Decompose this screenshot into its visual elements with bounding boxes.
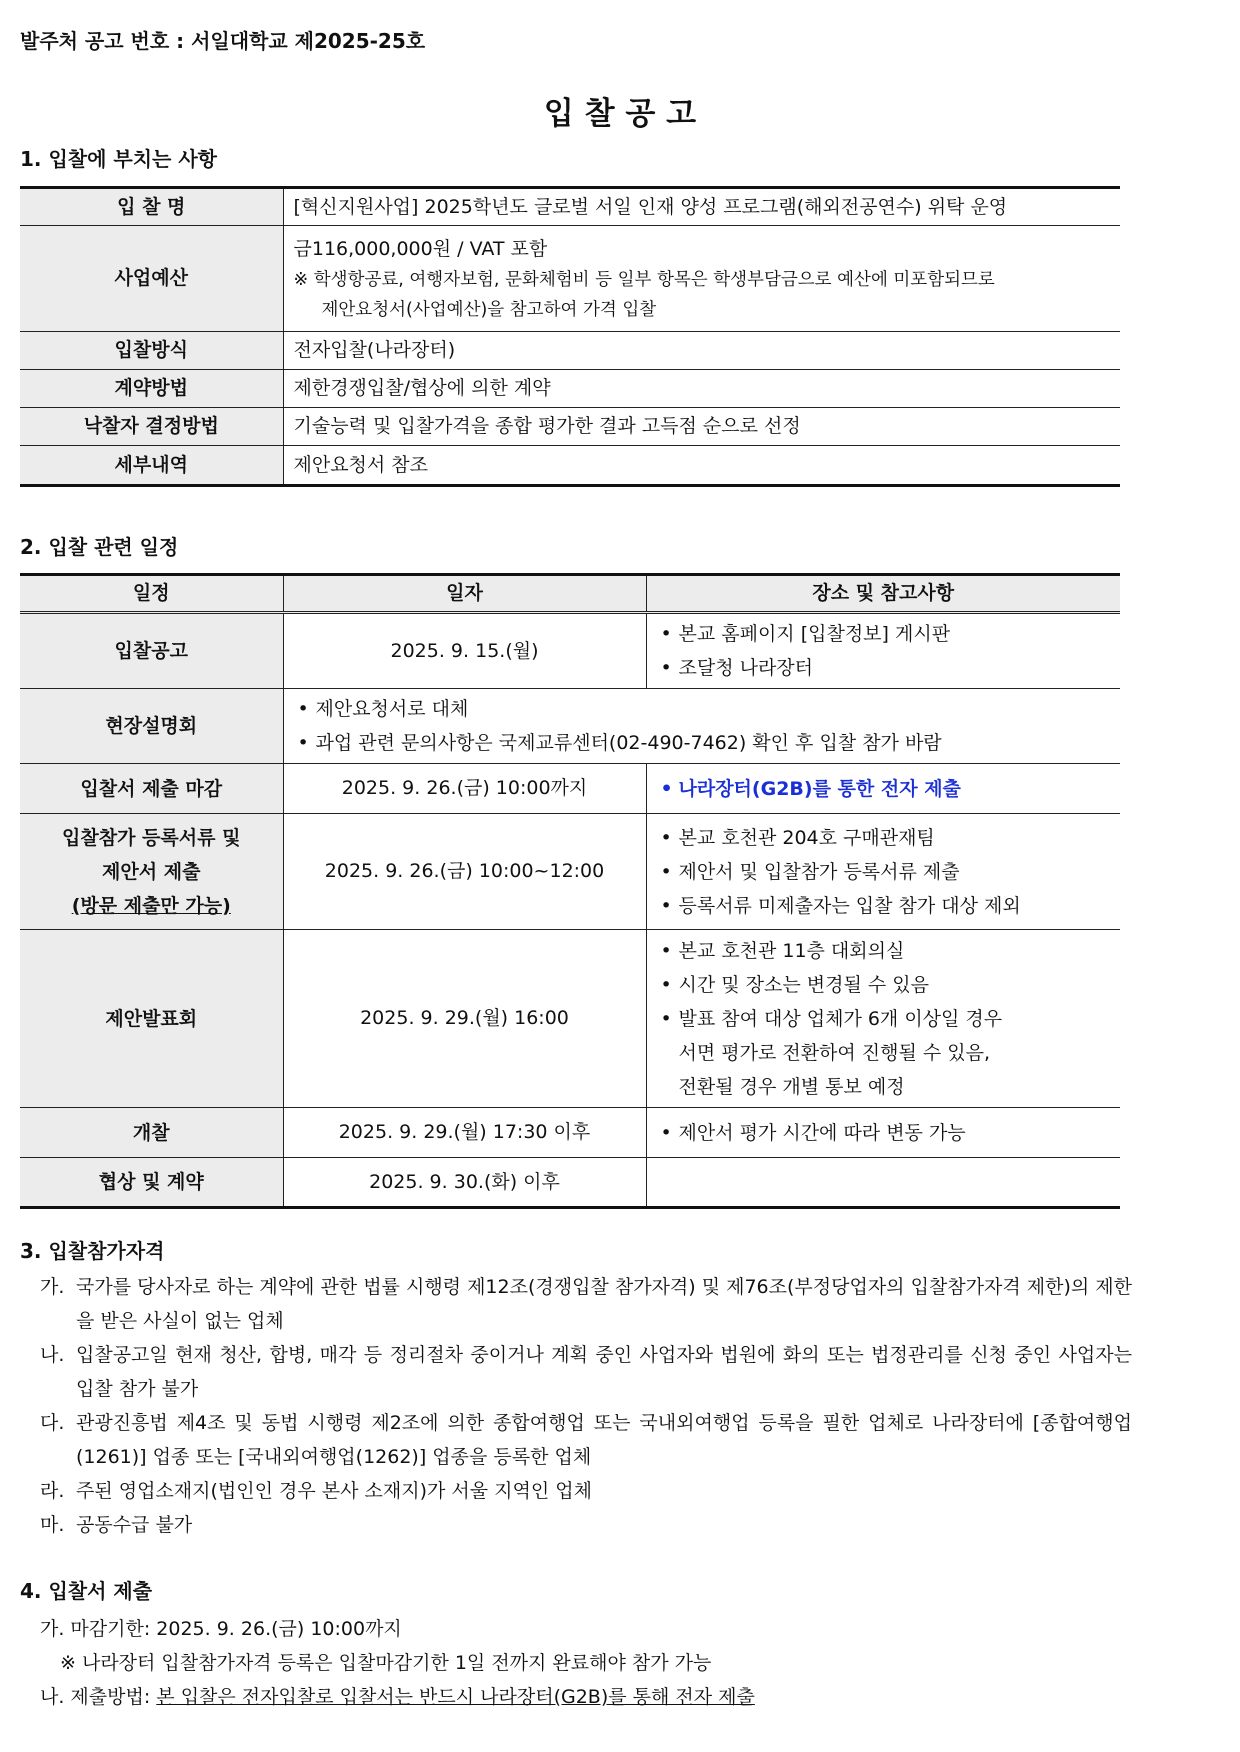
- schedule-notes: [283, 689, 1120, 764]
- list-text: 주된 영업소재지(법인인 경우 본사 소재지)가 서울 지역인 업체: [76, 1480, 592, 1502]
- list-item-line: • 발표 참여 대상 업체가 6개 이상일 경우: [678, 1007, 1003, 1030]
- list-item: • 조달청 나라장터: [657, 651, 1111, 685]
- list-text: 관광진흥법 제4조 및 동법 시행령 제2조에 의한 종합여행업 또는 국내외여행업 등록을 필한 업체로 나라장터에 [종합여행업(1261)] 업종 또는 [국내외여행업(1262)] 업종을 등록한 업체: [76, 1412, 1132, 1468]
- schedule-label: 현장설명회: [20, 689, 283, 764]
- schedule-notes: [646, 764, 1120, 814]
- schedule-date: 2025. 9. 29.(월) 17:30 이후: [283, 1108, 646, 1158]
- schedule-date: 2025. 9. 30.(화) 이후: [283, 1158, 646, 1208]
- row-value: [283, 226, 1120, 332]
- list-item: [40, 1338, 1132, 1406]
- list-item: • 제안서 평가 시간에 따라 변동 가능: [657, 1116, 1111, 1150]
- section-1-heading: 1. 입찰에 부치는 사항: [20, 147, 217, 171]
- list-item-line: 서면 평가로 전환하여 진행될 수 있음,: [678, 1041, 991, 1064]
- table-row: [20, 188, 1120, 226]
- row-value: [혁신지원사업] 2025학년도 글로벌 서일 인재 양성 프로그램(해외전공연수) 위탁 운영: [283, 188, 1120, 226]
- table-row: [20, 226, 1120, 332]
- list-item: [40, 1508, 1132, 1542]
- list-text: 입찰공고일 현재 청산, 합병, 매각 등 정리절차 중이거나 계획 중인 사업자와 법원에 화의 또는 법정관리를 신청 중인 사업자는 입찰 참가 불가: [76, 1344, 1132, 1400]
- list-item-line: 전환될 경우 개별 통보 예정: [678, 1075, 905, 1098]
- list-text: 공동수급 불가: [76, 1514, 193, 1536]
- column-header: 일자: [283, 575, 646, 613]
- schedule-label-line: 입찰참가 등록서류 및: [62, 826, 241, 849]
- row-value: 제한경쟁입찰/협상에 의한 계약: [283, 370, 1120, 408]
- list-item: • 제안서 및 입찰참가 등록서류 제출: [657, 855, 1111, 889]
- eligibility-list: [40, 1270, 1132, 1542]
- row-label: 낙찰자 결정방법: [20, 408, 283, 446]
- table-row: [20, 814, 1120, 930]
- list-marker: 나.: [40, 1344, 65, 1366]
- row-label: 세부내역: [20, 446, 283, 486]
- section-3-heading: 3. 입찰참가자격: [20, 1239, 165, 1263]
- list-marker: 마.: [40, 1514, 65, 1536]
- schedule-notes: [646, 814, 1120, 930]
- budget-note-line-2: 제안요청서(사업예산)을 참고하여 가격 입찰: [321, 299, 657, 320]
- schedule-label: 개찰: [20, 1108, 283, 1158]
- table-row: [20, 764, 1120, 814]
- table-row: [20, 446, 1120, 486]
- page-title: 입 찰 공 고: [543, 96, 697, 132]
- schedule-label: 입찰공고: [20, 613, 283, 689]
- schedule-label: 협상 및 계약: [20, 1158, 283, 1208]
- list-item: [40, 1270, 1132, 1338]
- schedule-label: 제안발표회: [20, 930, 283, 1108]
- row-label: 입찰방식: [20, 332, 283, 370]
- table-row: [20, 689, 1120, 764]
- schedule-notes: [646, 1108, 1120, 1158]
- schedule-date: 2025. 9. 26.(금) 10:00~12:00: [283, 814, 646, 930]
- list-item: • 시간 및 장소는 변경될 수 있음: [657, 968, 1111, 1002]
- schedule-notes: [646, 1158, 1120, 1208]
- notice-number: 발주처 공고 번호 : 서일대학교 제2025-25호: [20, 29, 426, 53]
- column-header: 일정: [20, 575, 283, 613]
- schedule-label: [20, 814, 283, 930]
- table-row: [20, 930, 1120, 1108]
- list-item: • 나라장터(G2B)를 통한 전자 제출: [657, 772, 1111, 806]
- table-row: [20, 613, 1120, 689]
- row-value: 기술능력 및 입찰가격을 종합 평가한 결과 고득점 순으로 선정: [283, 408, 1120, 446]
- schedule-date: 2025. 9. 29.(월) 16:00: [283, 930, 646, 1108]
- section-4-heading: 4. 입찰서 제출: [20, 1579, 153, 1603]
- schedule-table: [20, 573, 1120, 1209]
- table-header-row: [20, 575, 1120, 613]
- row-value: 제안요청서 참조: [283, 446, 1120, 486]
- table-row: [20, 1158, 1120, 1208]
- submission-method-text: 본 입찰은 전자입찰로 입찰서는 반드시 나라장터(G2B)를 통해 전자 제출: [156, 1686, 755, 1708]
- schedule-date: 2025. 9. 15.(월): [283, 613, 646, 689]
- row-label: 사업예산: [20, 226, 283, 332]
- table-row: [20, 370, 1120, 408]
- row-value: 전자입찰(나라장터): [283, 332, 1120, 370]
- table-row: [20, 408, 1120, 446]
- list-item: • 등록서류 미제출자는 입찰 참가 대상 제외: [657, 889, 1111, 923]
- schedule-notes: [646, 930, 1120, 1108]
- list-item: • 제안요청서로 대체: [294, 692, 1111, 726]
- list-item: • 본교 호천관 204호 구매관재팀: [657, 821, 1111, 855]
- list-marker: 라.: [40, 1480, 65, 1502]
- list-item: • 과업 관련 문의사항은 국제교류센터(02-490-7462) 확인 후 입찰 참가 바람: [294, 726, 1111, 760]
- list-item: • 본교 호천관 11층 대회의실: [657, 934, 1111, 968]
- budget-amount: 금116,000,000원 / VAT 포함: [293, 237, 548, 260]
- row-label: 입 찰 명: [20, 188, 283, 226]
- list-text: 국가를 당사자로 하는 계약에 관한 법률 시행령 제12조(경쟁입찰 참가자격) 및 제76조(부정당업자의 입찰참가자격 제한)의 제한을 받은 사실이 없는 업체: [76, 1276, 1132, 1332]
- list-marker: 다.: [40, 1412, 65, 1434]
- budget-note-line-1: ※ 학생항공료, 여행자보험, 문화체험비 등 일부 항목은 학생부담금으로 예산에 미포함되므로: [293, 269, 995, 290]
- submission-deadline: 가. 마감기한: 2025. 9. 26.(금) 10:00까지: [40, 1618, 402, 1640]
- list-item: [657, 1002, 1111, 1104]
- table-row: [20, 332, 1120, 370]
- budget-note: [294, 265, 1111, 325]
- submission-method: [40, 1680, 755, 1714]
- table-row: [20, 1108, 1120, 1158]
- list-item: [40, 1474, 1132, 1508]
- schedule-notes: [646, 613, 1120, 689]
- list-item: [40, 1406, 1132, 1474]
- column-header: 장소 및 참고사항: [646, 575, 1120, 613]
- schedule-label-line: 제안서 제출: [102, 860, 201, 883]
- list-marker: 가.: [40, 1276, 65, 1298]
- section-2-heading: 2. 입찰 관련 일정: [20, 535, 179, 559]
- submission-method-label: 나. 제출방법:: [40, 1686, 157, 1708]
- schedule-date: 2025. 9. 26.(금) 10:00까지: [283, 764, 646, 814]
- schedule-label-line: (방문 제출만 가능): [71, 894, 231, 917]
- list-item: • 본교 홈페이지 [입찰정보] 게시판: [657, 617, 1111, 651]
- submission-deadline-note: ※ 나라장터 입찰참가자격 등록은 입찰마감기한 1일 전까지 완료해야 참가 가능: [60, 1652, 712, 1674]
- schedule-label: 입찰서 제출 마감: [20, 764, 283, 814]
- row-label: 계약방법: [20, 370, 283, 408]
- bid-info-table: [20, 186, 1120, 487]
